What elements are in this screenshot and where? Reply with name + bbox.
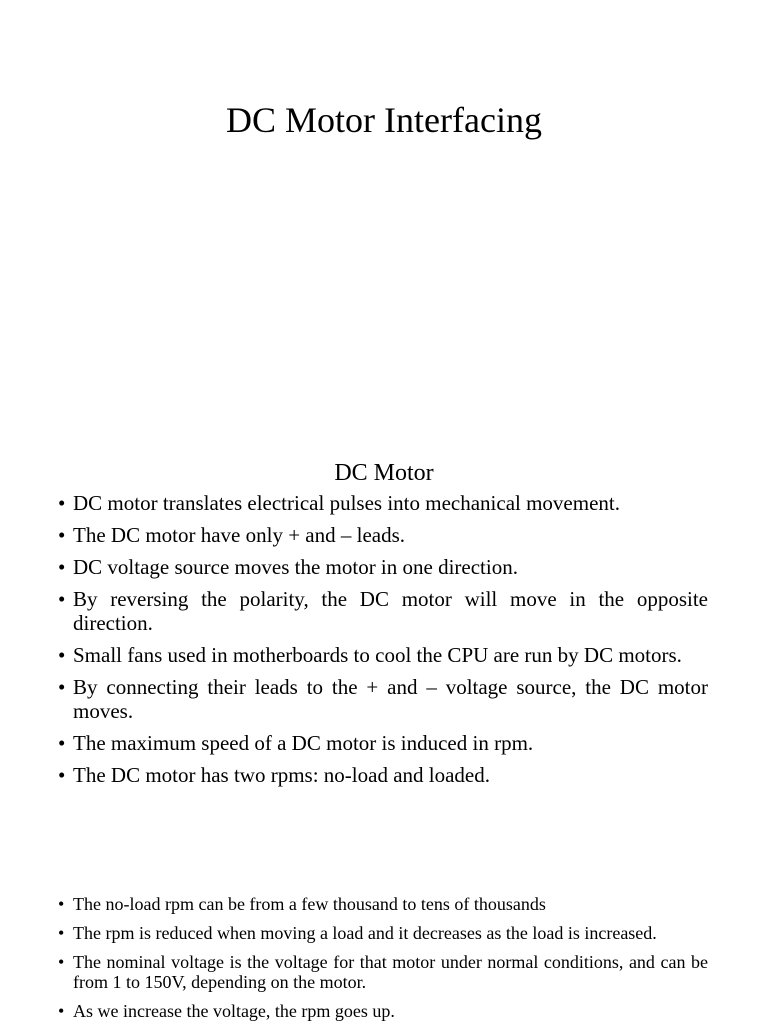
bullet-text: The rpm is reduced when moving a load and it decreases as the load is increased. [73,923,657,943]
list-item [58,587,708,635]
section-heading: DC Motor [334,460,434,486]
bullet-icon: • [58,675,66,699]
slide-title: DC Motor Interfacing [226,100,542,140]
list-item [58,731,708,755]
bullet-text: As we increase the voltage, the rpm goes up. [73,1001,395,1021]
bullet-icon: • [58,523,66,547]
bullet-icon: • [58,763,66,787]
list-item [58,894,708,914]
bullet-list-main [58,491,708,795]
bullet-text: By connecting their leads to the + and – voltage source, the DC motor moves. [73,675,708,723]
list-item [58,675,708,723]
list-item [58,523,708,547]
bullet-icon: • [58,587,66,611]
bullet-text: The DC motor has two rpms: no-load and loaded. [73,763,491,787]
bullet-text: The no-load rpm can be from a few thousand to tens of thousands [73,894,546,914]
bullet-text: The DC motor have only + and – leads. [73,523,406,547]
list-item [58,952,708,992]
list-item [58,763,708,787]
bullet-text: DC voltage source moves the motor in one direction. [73,555,518,579]
bullet-icon: • [58,731,66,755]
list-item [58,923,708,943]
bullet-icon: • [58,1001,65,1021]
list-item [58,643,708,667]
bullet-icon: • [58,491,66,515]
bullet-icon: • [58,952,65,972]
bullet-text: The nominal voltage is the voltage for that motor under normal conditions, and can be from 1 to 150V, depending on the motor. [73,952,708,992]
bullet-text: The maximum speed of a DC motor is induced in rpm. [73,731,534,755]
list-item [58,555,708,579]
list-item [58,1001,708,1021]
bullet-text: Small fans used in motherboards to cool the CPU are run by DC motors. [73,643,682,667]
bullet-icon: • [58,923,65,943]
bullet-list-secondary [58,894,708,1030]
bullet-icon: • [58,894,65,914]
bullet-icon: • [58,555,66,579]
bullet-icon: • [58,643,66,667]
bullet-text: By reversing the polarity, the DC motor will move in the opposite direction. [73,587,708,635]
list-item [58,491,708,515]
bullet-text: DC motor translates electrical pulses into mechanical movement. [73,491,620,515]
